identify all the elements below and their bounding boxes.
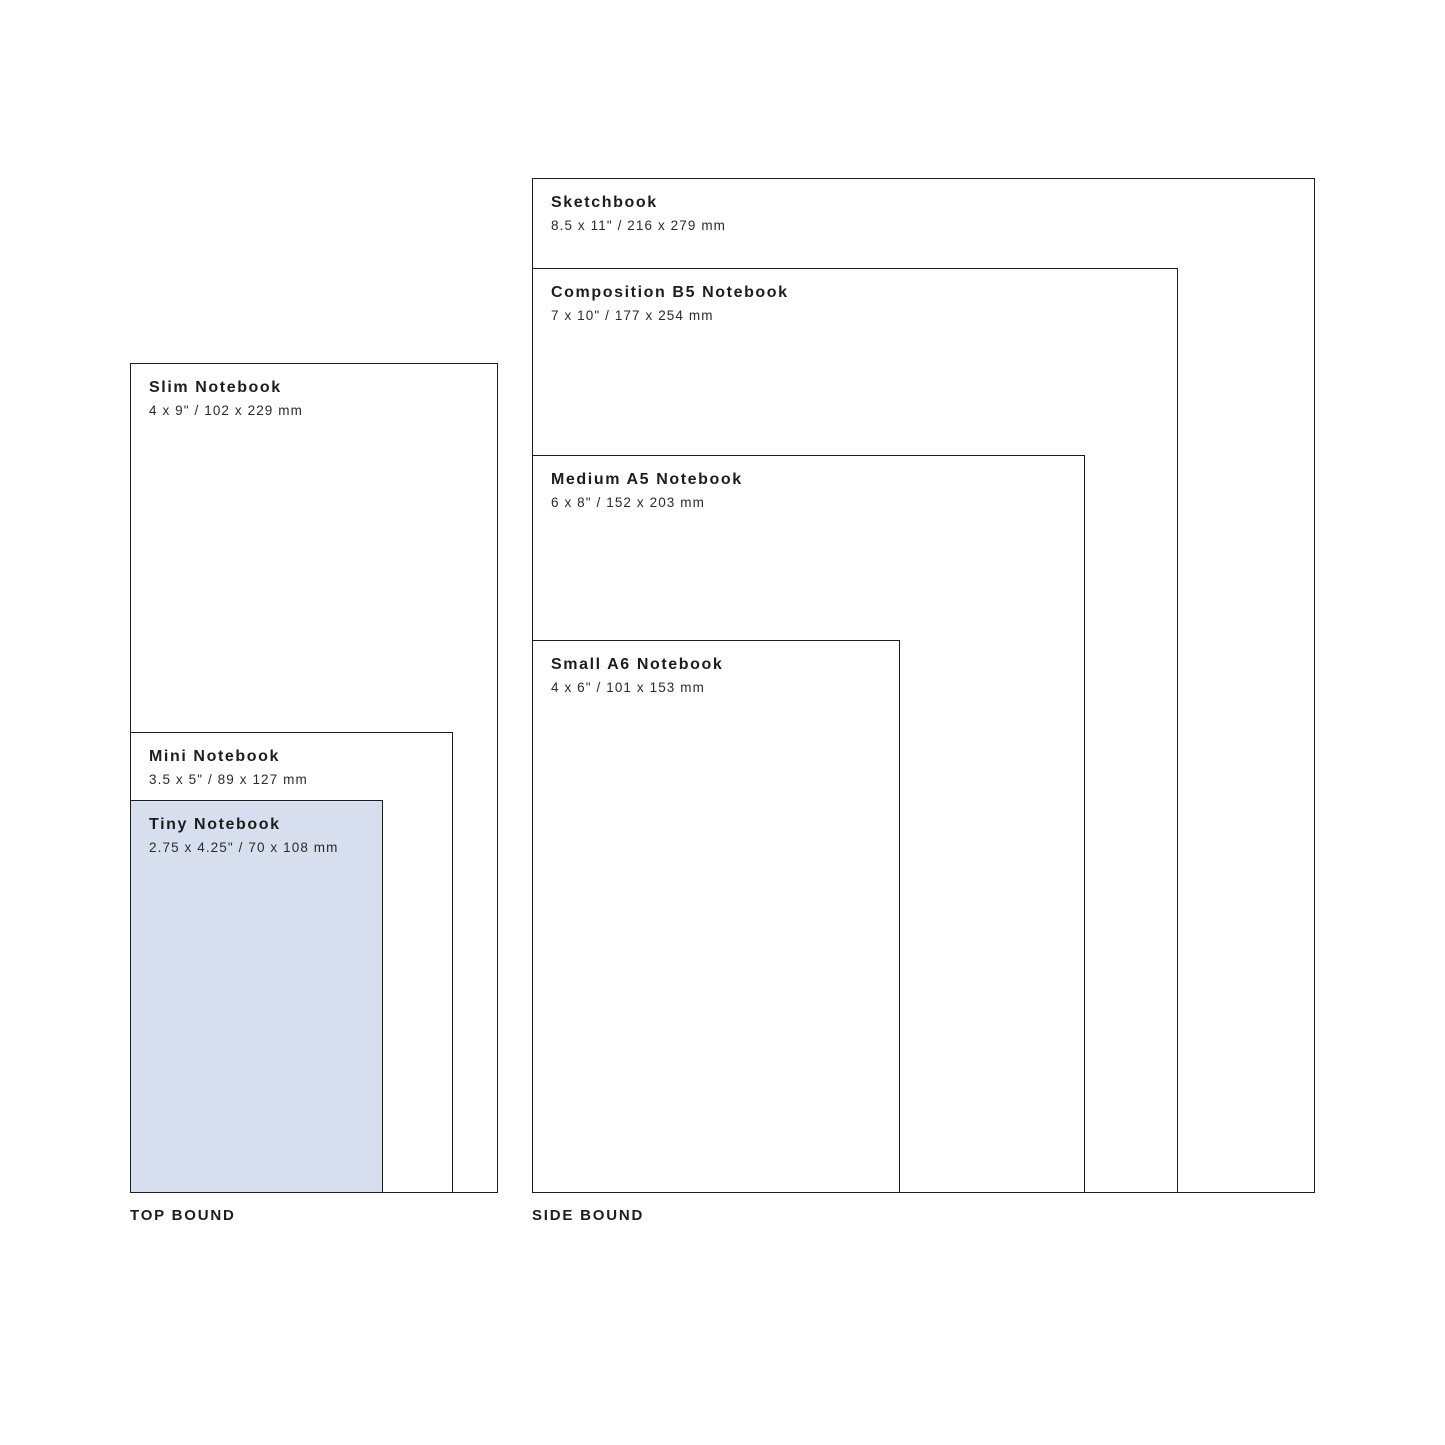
notebook-title: Sketchbook xyxy=(551,194,658,211)
notebook-dimensions: 3.5 x 5" / 89 x 127 mm xyxy=(149,772,308,787)
size-rect-small-a6-notebook xyxy=(532,640,900,1193)
group-label-side-bound: SIDE BOUND xyxy=(532,1207,645,1224)
notebook-title: Slim Notebook xyxy=(149,379,282,396)
notebook-title: Medium A5 Notebook xyxy=(551,471,743,488)
notebook-dimensions: 7 x 10" / 177 x 254 mm xyxy=(551,308,714,323)
notebook-dimensions: 4 x 9" / 102 x 229 mm xyxy=(149,403,303,418)
notebook-title: Mini Notebook xyxy=(149,748,281,765)
notebook-dimensions: 6 x 8" / 152 x 203 mm xyxy=(551,495,705,510)
notebook-dimensions: 4 x 6" / 101 x 153 mm xyxy=(551,680,705,695)
size-rect-tiny-notebook-highlighted xyxy=(130,800,383,1193)
group-label-top-bound: TOP BOUND xyxy=(130,1207,236,1224)
notebook-title: Small A6 Notebook xyxy=(551,656,724,673)
notebook-dimensions: 8.5 x 11" / 216 x 279 mm xyxy=(551,218,727,233)
notebook-title: Tiny Notebook xyxy=(149,816,281,833)
notebook-title: Composition B5 Notebook xyxy=(551,284,789,301)
notebook-dimensions: 2.75 x 4.25" / 70 x 108 mm xyxy=(149,840,339,855)
